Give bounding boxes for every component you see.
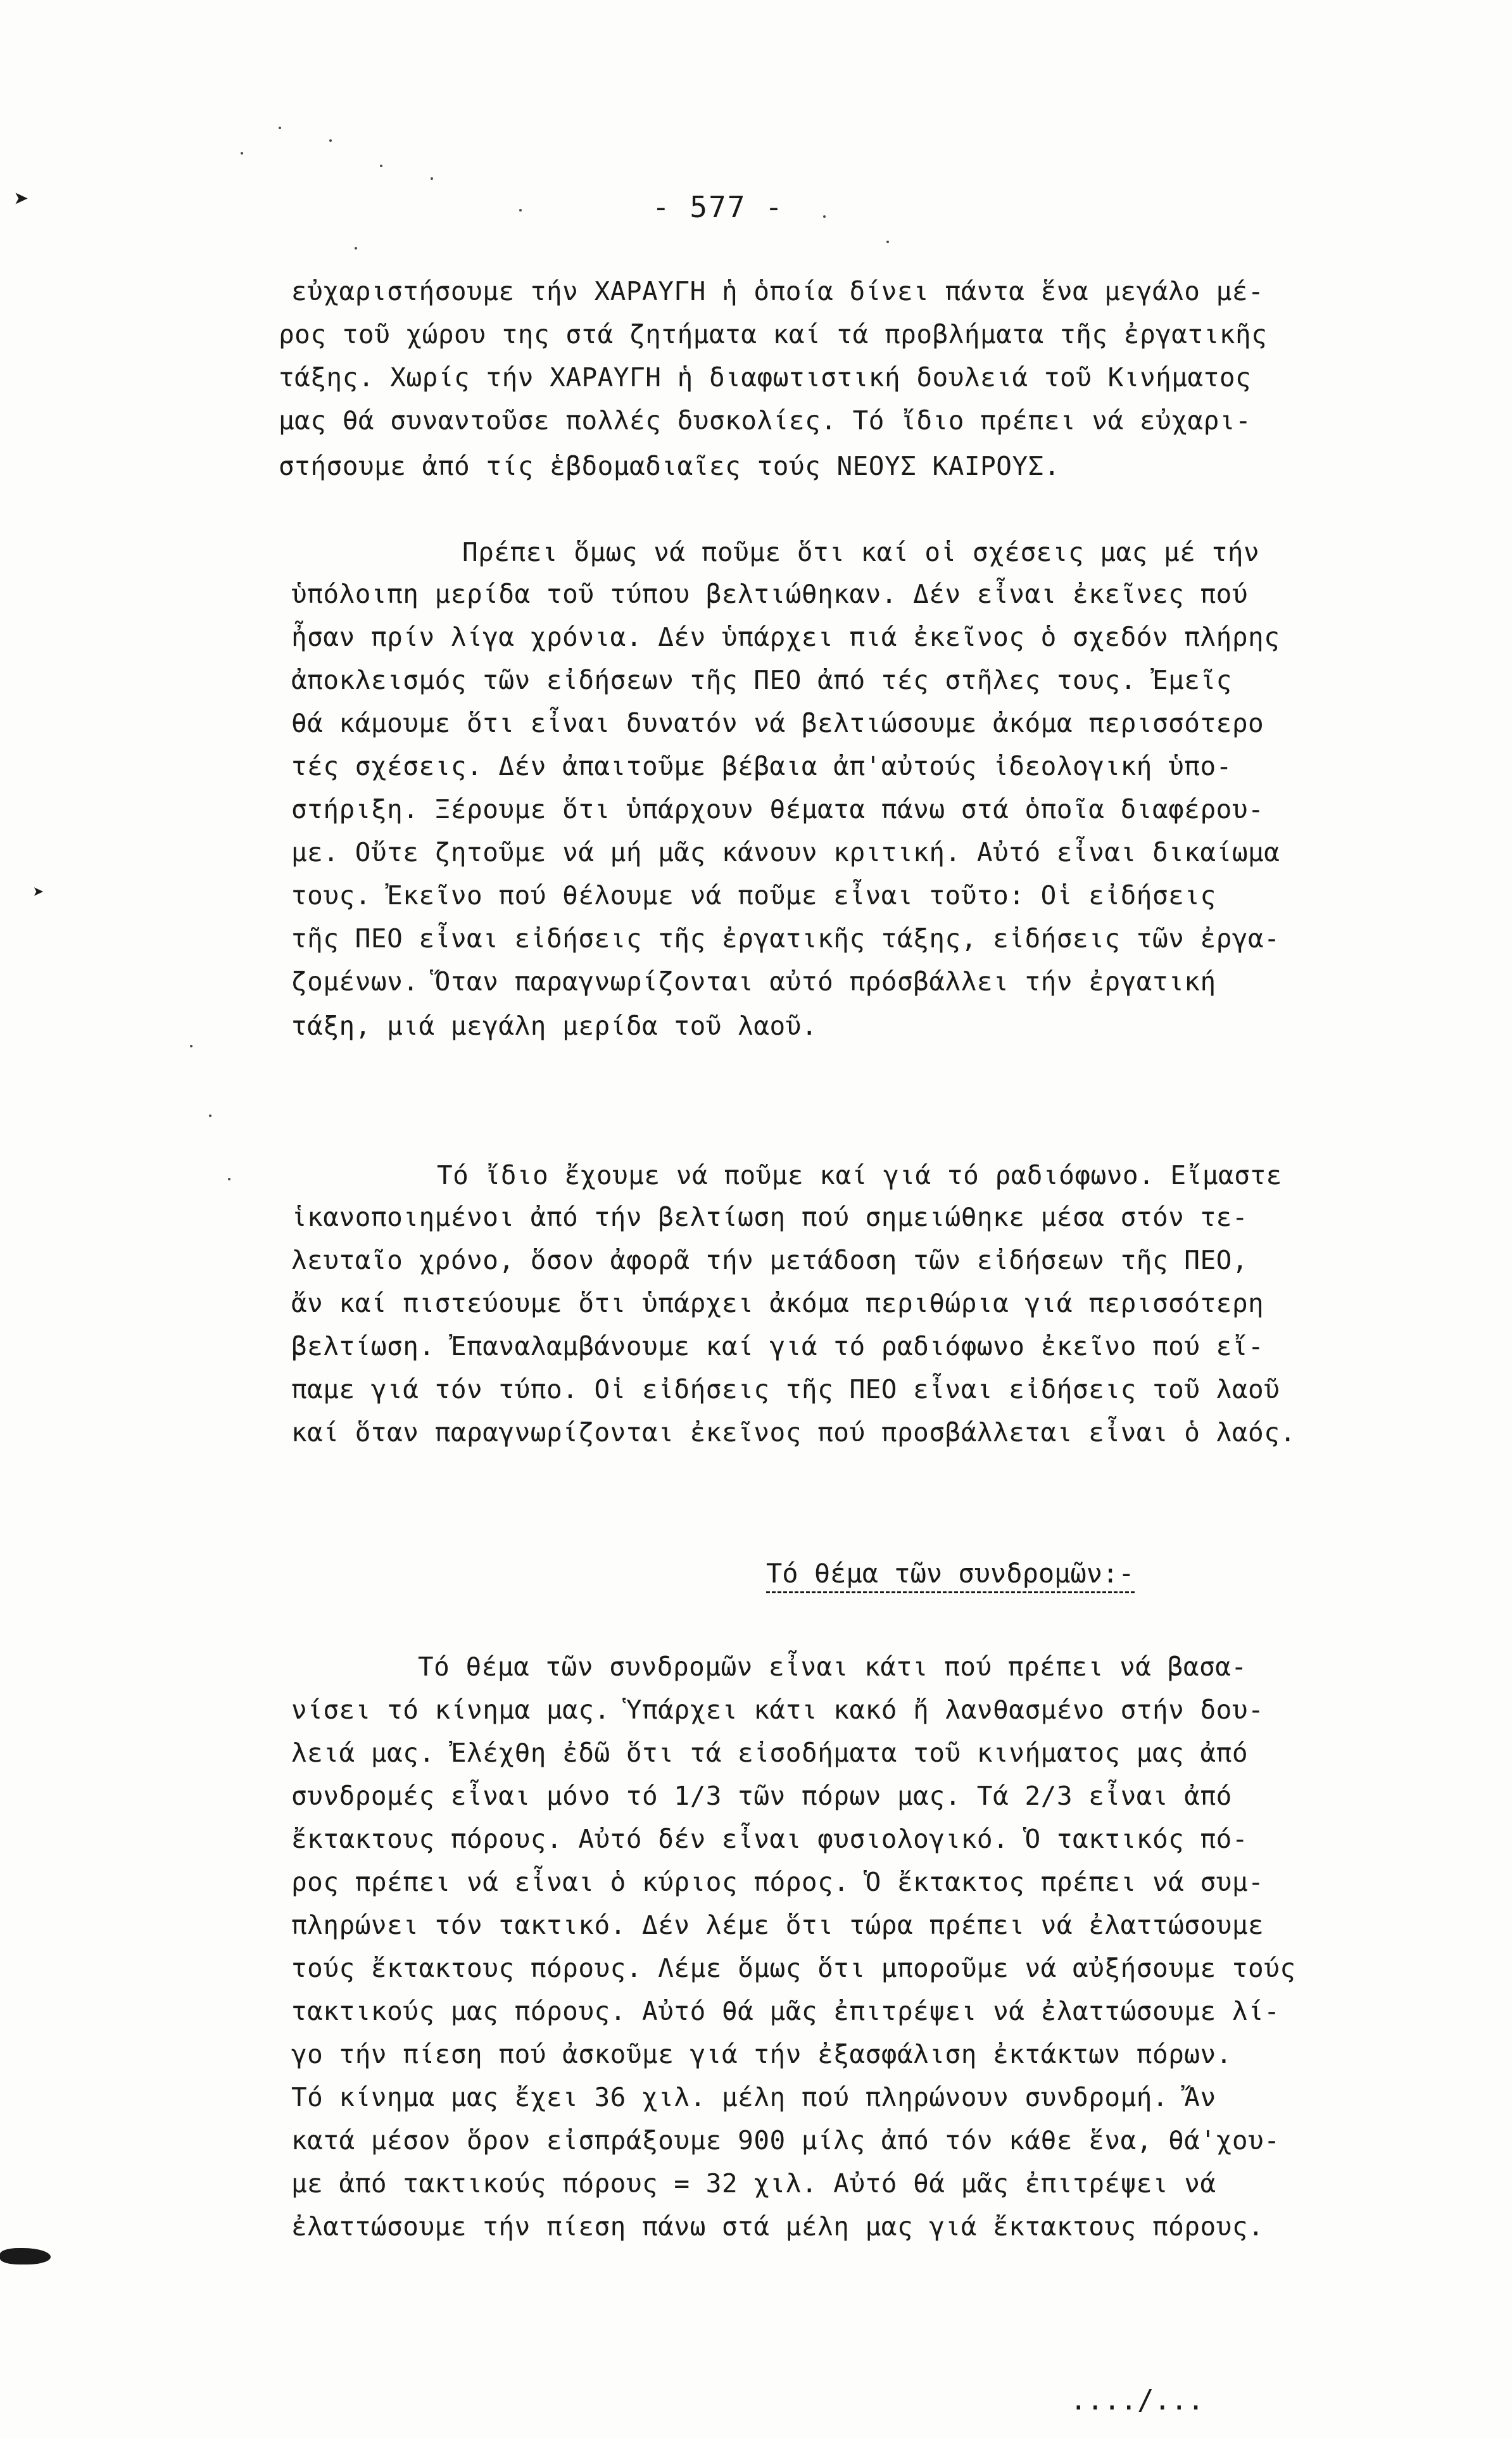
scan-speck	[241, 152, 243, 155]
section-heading: Τό θέμα τῶν συνδρομῶν:-	[766, 1558, 1135, 1593]
text-line: τῆς ΠΕΟ εἶναι εἰδήσεις τῆς ἐργατικῆς τάξης, εἰδήσεις τῶν ἐργα-	[291, 923, 1280, 954]
text-line: λειά μας. Ἐλέχθη ἐδῶ ὅτι τά εἰσοδήματα τοῦ κινήματος μας ἀπό	[291, 1738, 1249, 1768]
text-line: ὑπόλοιπη μερίδα τοῦ τύπου βελτιώθηκαν. Δέν εἶναι ἐκεῖνες πού	[291, 579, 1249, 609]
text-line: ἔκτακτους πόρους. Αὐτό δέν εἶναι φυσιολογικό. Ὁ τακτικός πό-	[291, 1824, 1249, 1854]
text-line: τους. Ἐκεῖνο πού θέλουμε νά ποῦμε εἶναι τοῦτο: Οἱ εἰδήσεις	[291, 880, 1216, 911]
text-line: κατά μέσον ὅρον εἰσπράξουμε 900 μίλς ἀπό τόν κάθε ἕνα, θά'χου-	[291, 2125, 1280, 2156]
text-line: ἦσαν πρίν λίγα χρόνια. Δέν ὑπάρχει πιά ἐκεῖνος ὁ σχεδόν πλήρης	[291, 622, 1280, 652]
scan-speck	[279, 127, 281, 129]
text-line: ρος πρέπει νά εἶναι ὁ κύριος πόρος. Ὁ ἔκτακτος πρέπει νά συμ-	[291, 1867, 1264, 1897]
text-line: στήριξη. Ξέρουμε ὅτι ὑπάρχουν θέματα πάνω στά ὁποῖα διαφέρου-	[291, 794, 1264, 824]
scan-speck	[380, 165, 382, 167]
text-line: θά κάμουμε ὅτι εἶναι δυνατόν νά βελτιώσουμε ἀκόμα περισσότερο	[291, 708, 1264, 738]
text-line: γο τήν πίεση πού ἀσκοῦμε γιά τήν ἐξασφάλιση ἐκτάκτων πόρων.	[291, 2039, 1232, 2069]
scan-speck	[209, 1115, 211, 1117]
text-line: ζομένων. Ὅταν παραγνωρίζονται αὐτό πρόσβάλλει τήν ἐργατική	[291, 966, 1216, 997]
text-line: πληρώνει τόν τακτικό. Δέν λέμε ὅτι τώρα πρέπει νά ἐλαττώσουμε	[291, 1910, 1264, 1940]
scan-speck	[329, 139, 332, 142]
text-line: ἄν καί πιστεύουμε ὅτι ὑπάρχει ἀκόμα περιθώρια γιά περισσότερη	[291, 1288, 1264, 1318]
margin-arrow-mark: ➤	[14, 185, 30, 214]
text-line: ἱκανοποιημένοι ἀπό τήν βελτίωση πού σημειώθηκε μέσα στόν τε-	[291, 1202, 1249, 1232]
text-line: τάξης. Χωρίς τήν ΧΑΡΑΥΓΗ ἡ διαφωτιστική δουλειά τοῦ Κινήματος	[279, 362, 1252, 393]
text-line: εὐχαριστήσουμε τήν ΧΑΡΑΥΓΗ ἡ ὁποία δίνει πάντα ἕνα μεγάλο μέ-	[291, 276, 1264, 306]
scan-speck	[431, 177, 433, 180]
text-line: με ἀπό τακτικούς πόρους = 32 χιλ. Αὐτό θά μᾶς ἐπιτρέψει νά	[291, 2168, 1216, 2199]
paragraph-4	[291, 1654, 1380, 2363]
paragraph-3	[291, 1160, 1380, 1492]
paragraph-2	[291, 537, 1380, 1122]
text-line: στήσουμε ἀπό τίς ἑβδομαδιαῖες τούς ΝΕΟΥΣ ΚΑΙΡΟΥΣ.	[279, 451, 1061, 481]
text-line: Τό θέμα τῶν συνδρομῶν εἶναι κάτι πού πρέπει νά βασα-	[418, 1652, 1247, 1682]
text-line: τάξη, μιά μεγάλη μερίδα τοῦ λαοῦ.	[291, 1011, 818, 1041]
text-line: ἀποκλεισμός τῶν εἰδήσεων τῆς ΠΕΟ ἀπό τές στῆλες τους. Ἐμεῖς	[291, 665, 1232, 695]
text-line: καί ὅταν παραγνωρίζονται ἐκεῖνος πού προσβάλλεται εἶναι ὁ λαός.	[291, 1417, 1296, 1448]
scan-speck	[190, 1045, 192, 1047]
scan-speck	[355, 247, 357, 249]
scan-speck	[886, 241, 889, 243]
text-line: τές σχέσεις. Δέν ἀπαιτοῦμε βέβαια ἀπ'αὐτούς ἰδεολογική ὑπο-	[291, 751, 1232, 781]
text-line: συνδρομές εἶναι μόνο τό 1/3 τῶν πόρων μας. Τά 2/3 εἶναι ἀπό	[291, 1781, 1232, 1811]
text-line: Τό ἴδιο ἔχουμε νά ποῦμε καί γιά τό ραδιόφωνο. Εἴμαστε	[437, 1160, 1282, 1191]
paragraph-1	[279, 276, 1380, 532]
scan-speck	[228, 1178, 230, 1180]
text-line: παμε γιά τόν τύπο. Οἱ εἰδήσεις τῆς ΠΕΟ εἶναι εἰδήσεις τοῦ λαοῦ	[291, 1374, 1280, 1405]
margin-arrow-mark: ➤	[33, 881, 45, 904]
text-line: ρος τοῦ χώρου της στά ζητήματα καί τά προβλήματα τῆς ἐργατικῆς	[279, 319, 1268, 350]
text-line: τούς ἔκτακτους πόρους. Λέμε ὅμως ὅτι μποροῦμε νά αὐξήσουμε τούς	[291, 1953, 1296, 1983]
scan-speck	[519, 209, 522, 212]
continued-marker: ..../...	[1070, 2384, 1204, 2416]
text-line: με. Οὔτε ζητοῦμε νά μή μᾶς κάνουν κριτική. Αὐτό εἶναι δικαίωμα	[291, 837, 1280, 868]
text-line: Τό κίνημα μας ἔχει 36 χιλ. μέλη πού πληρώνουν συνδρομή. Ἄν	[291, 2082, 1216, 2113]
text-line: βελτίωση. Ἐπαναλαμβάνουμε καί γιά τό ραδιόφωνο ἐκεῖνο πού εἴ-	[291, 1331, 1264, 1361]
text-line: νίσει τό κίνημα μας. Ὑπάρχει κάτι κακό ἤ λανθασμένο στήν δου-	[291, 1695, 1264, 1725]
text-line: λευταῖο χρόνο, ὅσον ἀφορᾶ τήν μετάδοση τῶν εἰδήσεων τῆς ΠΕΟ,	[291, 1245, 1249, 1275]
text-line: μας θά συναντοῦσε πολλές δυσκολίες. Τό ἴδιο πρέπει νά εὐχαρι-	[279, 405, 1252, 436]
ink-smudge	[0, 2248, 51, 2264]
text-line: τακτικούς μας πόρους. Αὐτό θά μᾶς ἐπιτρέψει νά ἐλαττώσουμε λί-	[291, 1996, 1280, 2026]
text-line: ἐλαττώσουμε τήν πίεση πάνω στά μέλη μας γιά ἔκτακτους πόρους.	[291, 2211, 1264, 2242]
scan-speck	[823, 215, 826, 218]
page-number: - 577 -	[652, 190, 784, 224]
text-line: Πρέπει ὅμως νά ποῦμε ὅτι καί οἱ σχέσεις μας μέ τήν	[462, 537, 1260, 567]
